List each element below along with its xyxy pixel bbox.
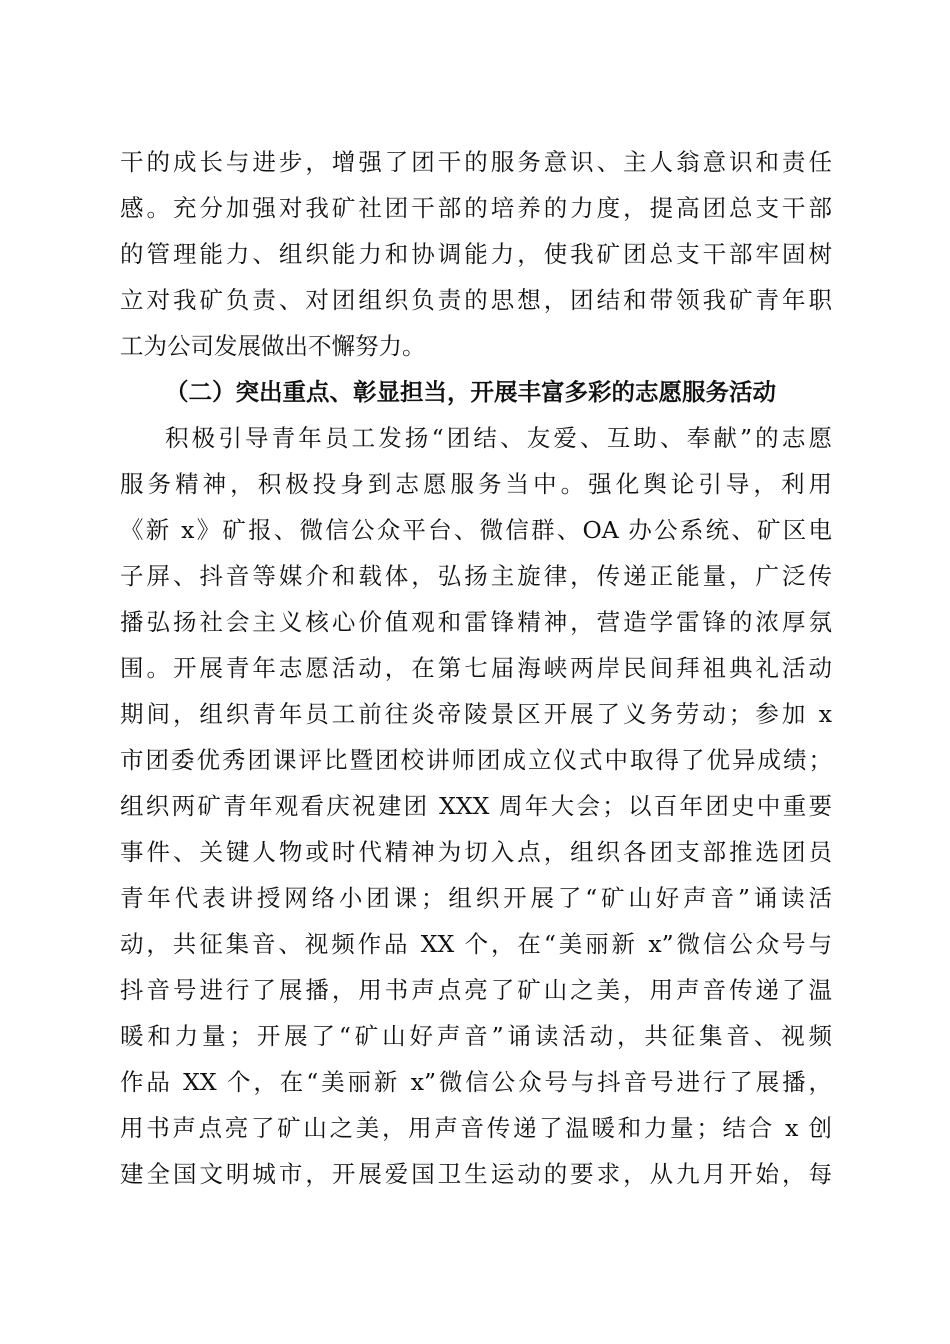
paragraph-2-line-6: 围。开展青年志愿活动，在第七届海峡两岸民间拜祖典礼活动 bbox=[120, 654, 832, 682]
paragraph-2-line-8: 市团委优秀团课评比暨团校讲师团成立仪式中取得了优异成绩； bbox=[120, 746, 832, 774]
section-heading: （二）突出重点、彰显担当，开展丰富多彩的志愿服务活动 bbox=[165, 378, 776, 406]
paragraph-1-line-1: 干的成长与进步，增强了团干的服务意识、主人翁意识和责任 bbox=[120, 148, 832, 176]
paragraph-1-line-3: 的管理能力、组织能力和协调能力，使我矿团总支干部牢固树 bbox=[120, 240, 832, 268]
paragraph-2-line-5: 播弘扬社会主义核心价值观和雷锋精神，营造学雷锋的浓厚氛 bbox=[120, 608, 832, 636]
paragraph-2-line-7: 期间，组织青年员工前往炎帝陵景区开展了义务劳动；参加 x bbox=[120, 700, 832, 728]
paragraph-2-line-14: 暖和力量；开展了“矿山好声音”诵读活动，共征集音、视频 bbox=[120, 1022, 832, 1050]
paragraph-2-line-12: 动，共征集音、视频作品 XX 个，在“美丽新 x”微信公众号与 bbox=[120, 930, 832, 958]
paragraph-1-line-2: 感。充分加强对我矿社团干部的培养的力度，提高团总支干部 bbox=[120, 194, 832, 222]
paragraph-2-line-9: 组织两矿青年观看庆祝建团 XXX 周年大会；以百年团史中重要 bbox=[120, 792, 832, 820]
paragraph-2-line-2: 服务精神，积极投身到志愿服务当中。强化舆论引导，利用 bbox=[120, 470, 832, 498]
paragraph-1-line-5: 工为公司发展做出不懈努力。 bbox=[120, 332, 426, 360]
paragraph-1-line-4: 立对我矿负责、对团组织负责的思想，团结和带领我矿青年职 bbox=[120, 286, 832, 314]
paragraph-2-line-1: 积极引导青年员工发扬“团结、友爱、互助、奉献”的志愿 bbox=[165, 424, 832, 452]
paragraph-2-line-10: 事件、关键人物或时代精神为切入点，组织各团支部推选团员 bbox=[120, 838, 832, 866]
paragraph-2-line-15: 作品 XX 个，在“美丽新 x”微信公众号与抖音号进行了展播， bbox=[120, 1068, 832, 1096]
paragraph-2-line-4: 子屏、抖音等媒介和载体，弘扬主旋律，传递正能量，广泛传 bbox=[120, 562, 832, 590]
paragraph-2-line-17: 建全国文明城市，开展爱国卫生运动的要求，从九月开始，每 bbox=[120, 1160, 832, 1188]
paragraph-2-line-11: 青年代表讲授网络小团课；组织开展了“矿山好声音”诵读活 bbox=[120, 884, 832, 912]
paragraph-2-line-13: 抖音号进行了展播，用书声点亮了矿山之美，用声音传递了温 bbox=[120, 976, 832, 1004]
paragraph-2-line-16: 用书声点亮了矿山之美，用声音传递了温暖和力量；结合 x 创 bbox=[120, 1114, 832, 1142]
paragraph-2-line-3: 《新 x》矿报、微信公众平台、微信群、OA 办公系统、矿区电 bbox=[120, 516, 832, 544]
